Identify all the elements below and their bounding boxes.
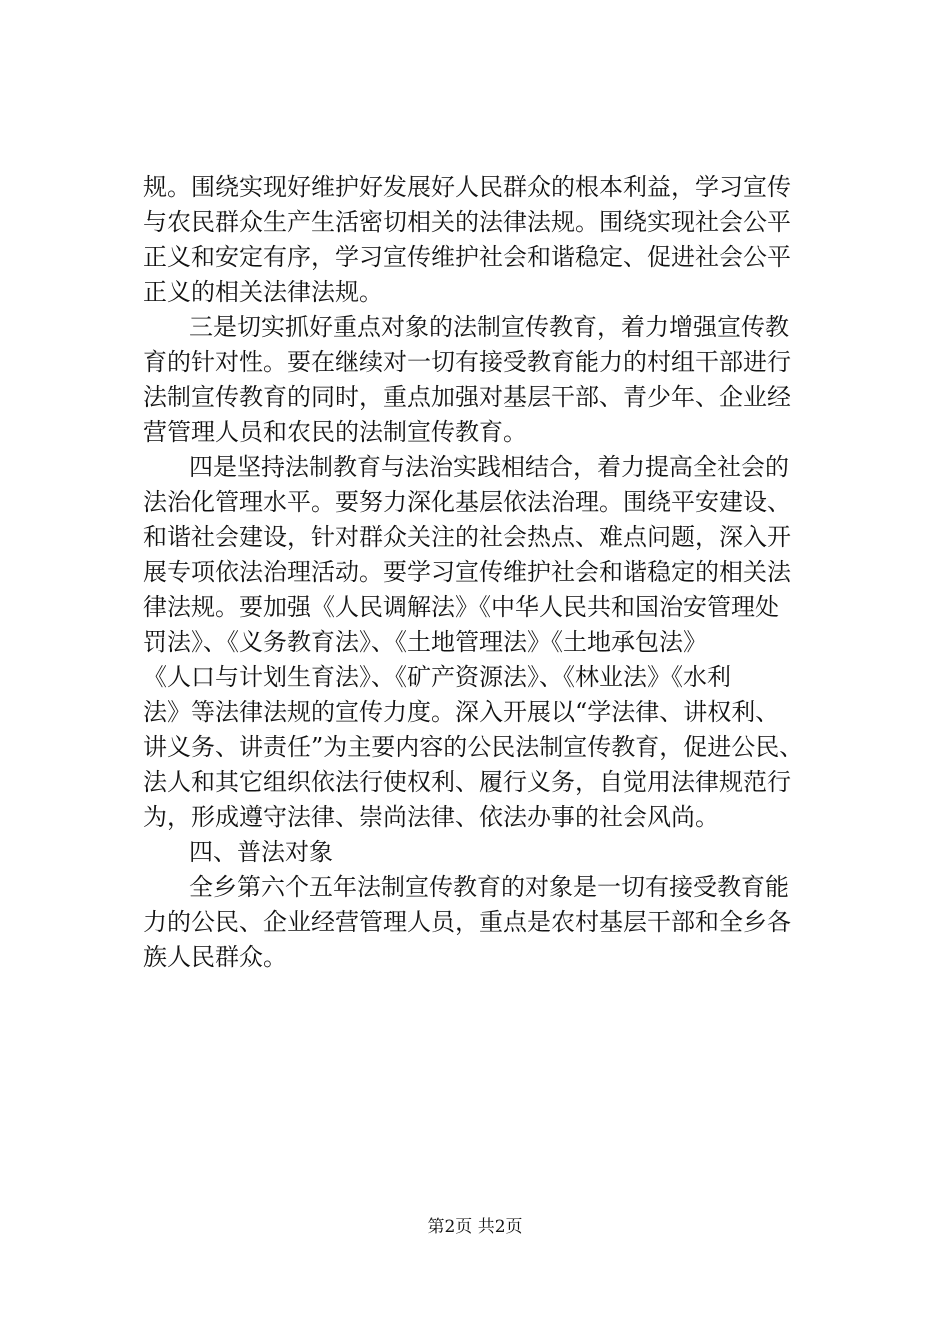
text-line: 法制宣传教育的同时，重点加强对基层干部、青少年、企业经 bbox=[143, 383, 791, 411]
text-line: 全乡第六个五年法制宣传教育的对象是一切有接受教育能 bbox=[189, 873, 789, 901]
page-footer: 第2页 共2页 bbox=[427, 1217, 523, 1237]
text-line: 罚法》、《义务教育法》、《土地管理法》《土地承包法》 bbox=[143, 628, 707, 656]
text-line: 讲义务、讲责任”为主要内容的公民法制宣传教育，促进公民、 bbox=[143, 733, 804, 761]
text-line: 正义和安定有序，学习宣传维护社会和谐稳定、促进社会公平 bbox=[143, 243, 791, 271]
text-line: 法人和其它组织依法行使权利、履行义务，自觉用法律规范行 bbox=[143, 768, 791, 796]
text-line: 法》等法律法规的宣传力度。深入开展以“学法律、讲权利、 bbox=[143, 698, 780, 726]
text-line: 和谐社会建设，针对群众关注的社会热点、难点问题，深入开 bbox=[143, 523, 791, 551]
text-line: 四、普法对象 bbox=[189, 838, 333, 866]
text-line: 为，形成遵守法律、崇尚法律、依法办事的社会风尚。 bbox=[143, 803, 719, 831]
text-line: 四是坚持法制教育与法治实践相结合，着力提高全社会的 bbox=[189, 453, 789, 481]
text-line: 与农民群众生产生活密切相关的法律法规。围绕实现社会公平 bbox=[143, 208, 791, 236]
text-line: 法治化管理水平。要努力深化基层依法治理。围绕平安建设、 bbox=[143, 488, 791, 516]
text-line: 展专项依法治理活动。要学习宣传维护社会和谐稳定的相关法 bbox=[143, 558, 791, 586]
text-line: 规。围绕实现好维护好发展好人民群众的根本利益，学习宣传 bbox=[143, 173, 791, 201]
text-line: 三是切实抓好重点对象的法制宣传教育，着力增强宣传教 bbox=[189, 313, 789, 341]
text-line: 育的针对性。要在继续对一切有接受教育能力的村组干部进行 bbox=[143, 348, 791, 376]
document-body bbox=[143, 170, 843, 975]
text-line: 营管理人员和农民的法制宣传教育。 bbox=[143, 418, 527, 446]
text-line: 族人民群众。 bbox=[143, 943, 287, 971]
text-line: 力的公民、企业经营管理人员，重点是农村基层干部和全乡各 bbox=[143, 908, 791, 936]
text-line: 律法规。要加强《人民调解法》《中华人民共和国治安管理处 bbox=[143, 593, 779, 621]
text-line: 《人口与计划生育法》、《矿产资源法》、《林业法》《水利 bbox=[143, 663, 731, 691]
text-line: 正义的相关法律法规。 bbox=[143, 278, 383, 306]
